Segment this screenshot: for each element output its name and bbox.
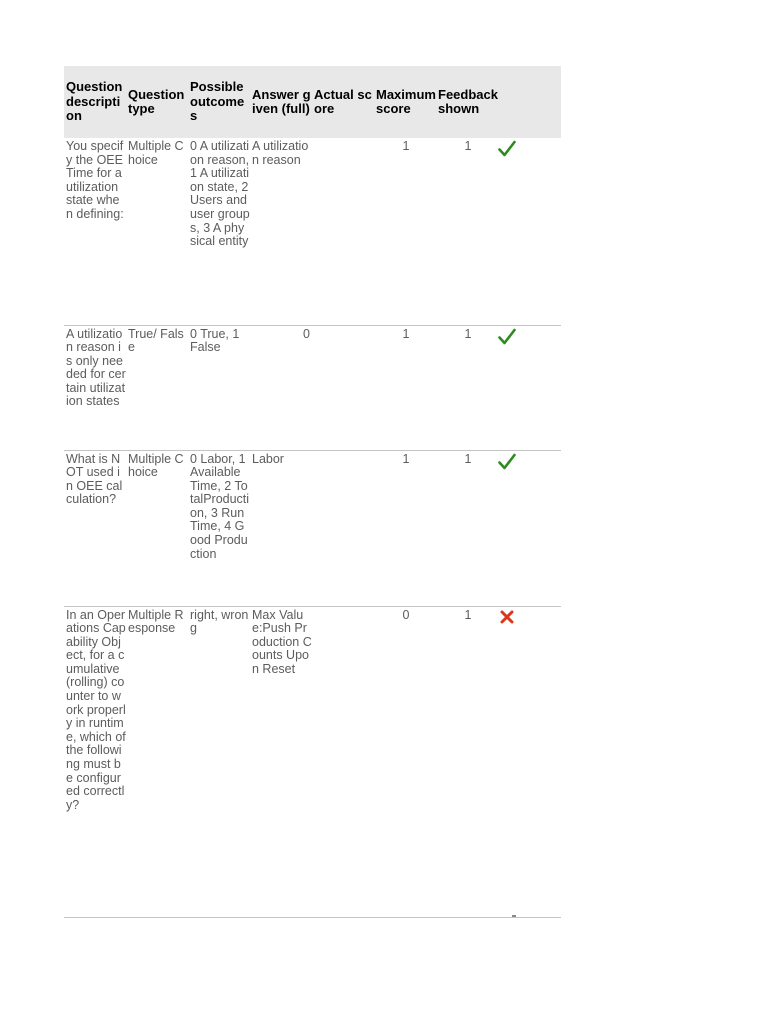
score-value: 0	[374, 606, 436, 917]
possible-outcomes: right, wrong	[188, 606, 250, 917]
feedback-cell	[498, 325, 561, 450]
question-type: Multiple Response	[126, 606, 188, 917]
maximum-score: 1	[436, 450, 498, 606]
table-row	[64, 450, 561, 606]
answer-given: 0	[250, 325, 312, 450]
question-type: Multiple Choice	[126, 138, 188, 325]
question-description: What is NOT used in OEE calculation?	[64, 450, 126, 606]
answer-given: Max Value:Push Production Counts Upon Reset	[250, 606, 312, 917]
header-maximum-score: Maximum score	[376, 86, 436, 116]
check-icon	[498, 140, 516, 158]
table-row	[64, 606, 561, 917]
question-type: True/ False	[126, 325, 188, 450]
answer-given: A utilization reason	[250, 138, 312, 325]
possible-outcomes: 0 True, 1 False	[188, 325, 250, 450]
header-question-description: Question description	[66, 79, 123, 124]
feedback-cell	[498, 450, 561, 606]
header-actual-score: Actual score	[314, 86, 372, 116]
header-answer-given: Answer given (full)	[252, 86, 311, 116]
header-result	[498, 66, 561, 138]
actual-score	[312, 138, 374, 325]
score-value: 1	[374, 325, 436, 450]
table-row	[64, 138, 561, 325]
header-question-type: Question type	[128, 86, 185, 116]
check-icon	[498, 453, 516, 471]
check-icon	[498, 328, 516, 346]
table-row	[64, 325, 561, 450]
maximum-score: 1	[436, 606, 498, 917]
question-description: You specify the OEE Time for a utilization state when defining:	[64, 138, 126, 325]
answer-given: Labor	[250, 450, 312, 606]
score-value: 1	[374, 138, 436, 325]
question-description: In an Operations Capability Object, for a cumulative (rolling) counter to work properly in runtime, which of the following must be configured correctly?	[64, 606, 126, 917]
actual-score	[312, 450, 374, 606]
actual-score	[312, 325, 374, 450]
header-possible-outcomes: Possible outcomes	[190, 79, 245, 124]
feedback-cell	[498, 606, 561, 917]
quiz-results-document	[64, 66, 561, 918]
actual-score	[312, 606, 374, 917]
page-continuation-mark	[512, 915, 516, 917]
cross-icon	[499, 609, 515, 625]
question-type: Multiple Choice	[126, 450, 188, 606]
possible-outcomes: 0 Labor, 1 Available Time, 2 TotalProduction, 3 RunTime, 4 Good Production	[188, 450, 250, 606]
table-header-row	[64, 66, 561, 138]
maximum-score: 1	[436, 138, 498, 325]
question-description: A utilization reason is only needed for certain utilization states	[64, 325, 126, 450]
maximum-score: 1	[436, 325, 498, 450]
quiz-results-table	[64, 66, 561, 918]
score-value: 1	[374, 450, 436, 606]
header-feedback-shown: Feedback shown	[438, 86, 498, 116]
possible-outcomes: 0 A utilization reason, 1 A utilization state, 2 Users and user groups, 3 A physical entity	[188, 138, 250, 325]
feedback-cell	[498, 138, 561, 325]
